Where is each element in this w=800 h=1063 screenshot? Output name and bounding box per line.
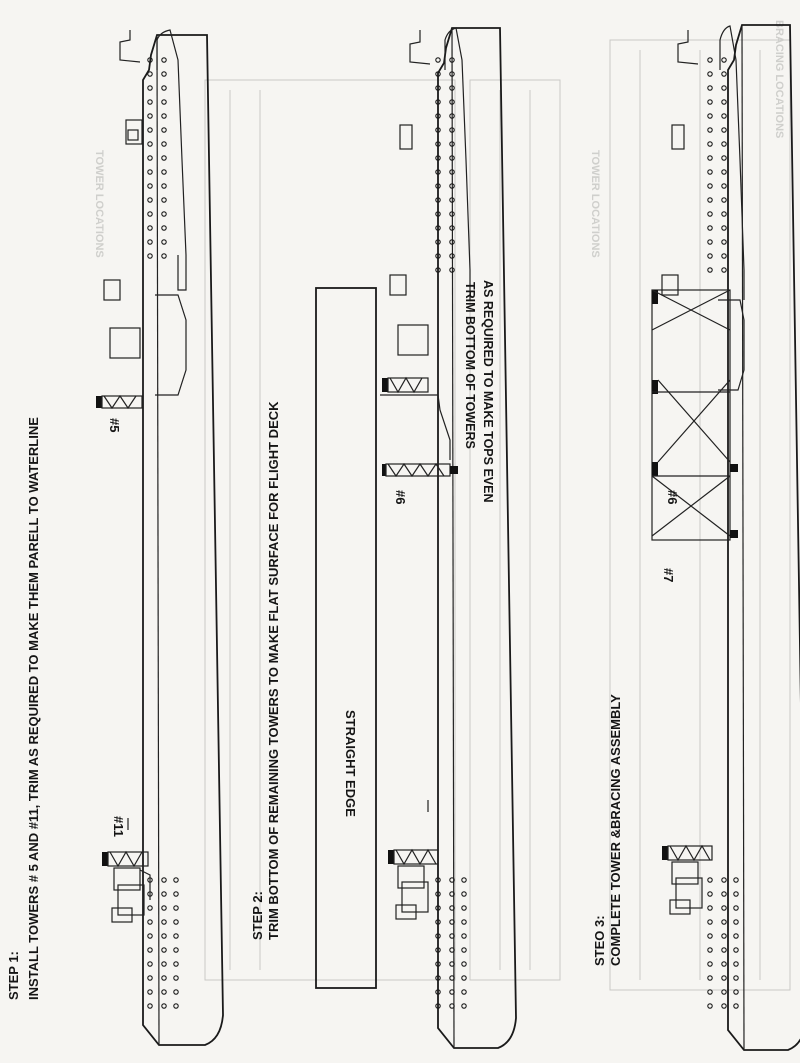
porthole xyxy=(162,128,166,132)
porthole xyxy=(708,1004,712,1008)
tower-5 xyxy=(96,396,142,408)
porthole xyxy=(708,920,712,924)
porthole xyxy=(708,198,712,202)
ghost-text-2: BRACING LOCATIONS xyxy=(773,20,785,139)
porthole xyxy=(722,212,726,216)
porthole xyxy=(722,100,726,104)
porthole xyxy=(462,920,466,924)
porthole xyxy=(174,906,178,910)
porthole xyxy=(708,906,712,910)
straight-edge-label: STRAIGHT EDGE xyxy=(343,710,358,817)
porthole xyxy=(148,198,152,202)
porthole xyxy=(162,906,166,910)
porthole xyxy=(734,878,738,882)
step-3-text: COMPLETE TOWER &BRACING ASSEMBLY xyxy=(608,694,623,966)
step-1-title: STEP 1: xyxy=(6,951,21,1000)
porthole xyxy=(162,58,166,62)
porthole xyxy=(174,878,178,882)
portholes-step2 xyxy=(436,58,466,1008)
porthole xyxy=(462,962,466,966)
porthole xyxy=(734,976,738,980)
trim-callout-line2: AS REQUIRED TO MAKE TOPS EVEN xyxy=(481,280,495,503)
porthole xyxy=(462,990,466,994)
porthole xyxy=(162,184,166,188)
porthole xyxy=(162,254,166,258)
porthole xyxy=(148,184,152,188)
porthole xyxy=(148,990,152,994)
step-3-title: STEO 3: xyxy=(592,915,607,966)
porthole xyxy=(162,114,166,118)
porthole xyxy=(148,1004,152,1008)
porthole xyxy=(148,114,152,118)
porthole xyxy=(174,1004,178,1008)
porthole xyxy=(722,948,726,952)
porthole xyxy=(148,226,152,230)
porthole xyxy=(708,976,712,980)
step-2-title: STEP 2: xyxy=(250,891,265,940)
porthole xyxy=(708,948,712,952)
porthole xyxy=(148,100,152,104)
porthole xyxy=(708,128,712,132)
porthole xyxy=(148,920,152,924)
porthole xyxy=(708,72,712,76)
porthole xyxy=(148,948,152,952)
porthole xyxy=(722,156,726,160)
porthole xyxy=(708,156,712,160)
porthole xyxy=(148,170,152,174)
porthole xyxy=(162,878,166,882)
porthole xyxy=(162,72,166,76)
porthole xyxy=(734,934,738,938)
porthole xyxy=(734,948,738,952)
porthole xyxy=(148,240,152,244)
porthole xyxy=(148,906,152,910)
porthole xyxy=(708,934,712,938)
porthole xyxy=(162,962,166,966)
porthole xyxy=(722,240,726,244)
porthole xyxy=(162,226,166,230)
porthole xyxy=(148,128,152,132)
porthole xyxy=(722,184,726,188)
island-step3 xyxy=(670,862,702,914)
porthole xyxy=(174,934,178,938)
porthole xyxy=(708,142,712,146)
porthole xyxy=(708,268,712,272)
porthole xyxy=(722,254,726,258)
porthole xyxy=(462,1004,466,1008)
porthole xyxy=(722,878,726,882)
porthole xyxy=(734,920,738,924)
portholes-step1 xyxy=(148,58,178,1008)
porthole xyxy=(708,212,712,216)
porthole xyxy=(722,128,726,132)
tower-11-step2 xyxy=(388,850,438,864)
porthole xyxy=(708,878,712,882)
tower-11 xyxy=(102,852,148,866)
tower-6-label-step3: #6 xyxy=(665,490,680,505)
porthole xyxy=(148,976,152,980)
straight-edge xyxy=(316,288,376,988)
porthole xyxy=(708,114,712,118)
step-2-text: TRIM BOTTOM OF REMAINING TOWERS TO MAKE FLAT SURFACE FOR FLIGHT DECK xyxy=(266,401,281,940)
island-step1 xyxy=(112,868,150,922)
porthole xyxy=(462,934,466,938)
porthole xyxy=(722,170,726,174)
porthole xyxy=(162,142,166,146)
ship-step-3 xyxy=(652,25,800,1050)
porthole xyxy=(162,156,166,160)
porthole xyxy=(148,212,152,216)
porthole xyxy=(462,948,466,952)
tower-7-label: #7 xyxy=(661,568,676,583)
porthole xyxy=(708,184,712,188)
porthole xyxy=(162,240,166,244)
porthole xyxy=(722,114,726,118)
porthole xyxy=(162,976,166,980)
porthole xyxy=(162,948,166,952)
porthole xyxy=(722,906,726,910)
porthole xyxy=(722,142,726,146)
porthole xyxy=(462,892,466,896)
ghost-bleedthrough xyxy=(93,20,790,990)
superstructure-step3 xyxy=(662,26,744,390)
tower-5-step2 xyxy=(382,378,428,392)
ship-step-2 xyxy=(316,28,516,1048)
porthole xyxy=(722,934,726,938)
porthole xyxy=(734,892,738,896)
trim-callout-line1: TRIM BOTTOM OF TOWERS xyxy=(463,282,477,449)
porthole xyxy=(174,990,178,994)
porthole xyxy=(462,906,466,910)
porthole xyxy=(162,892,166,896)
tower-11-label: #11 xyxy=(111,816,126,837)
tower-6-step2 xyxy=(382,464,458,476)
porthole xyxy=(722,976,726,980)
porthole xyxy=(734,906,738,910)
porthole xyxy=(162,170,166,174)
step-1-text: INSTALL TOWERS # 5 AND #11, TRIM AS REQUIRED TO MAKE THEM PARELL TO WATERLINE xyxy=(26,417,41,1000)
ghost-text-1: TOWER LOCATIONS xyxy=(93,150,105,258)
porthole xyxy=(462,878,466,882)
porthole xyxy=(148,962,152,966)
porthole xyxy=(708,240,712,244)
porthole xyxy=(162,1004,166,1008)
porthole xyxy=(174,948,178,952)
porthole xyxy=(148,72,152,76)
porthole xyxy=(148,156,152,160)
tower-5-label: #5 xyxy=(107,418,122,433)
porthole xyxy=(162,934,166,938)
superstructure-top xyxy=(104,30,186,395)
porthole xyxy=(162,86,166,90)
porthole xyxy=(708,86,712,90)
porthole xyxy=(708,962,712,966)
porthole xyxy=(722,268,726,272)
porthole xyxy=(708,58,712,62)
superstructure-step2 xyxy=(380,28,470,460)
porthole xyxy=(708,254,712,258)
porthole xyxy=(148,86,152,90)
porthole xyxy=(162,920,166,924)
porthole xyxy=(708,170,712,174)
porthole xyxy=(708,100,712,104)
porthole xyxy=(722,1004,726,1008)
porthole xyxy=(162,990,166,994)
porthole xyxy=(148,142,152,146)
porthole xyxy=(734,962,738,966)
porthole xyxy=(722,72,726,76)
porthole xyxy=(708,226,712,230)
porthole xyxy=(174,962,178,966)
ghost-text-3: TOWER LOCATIONS xyxy=(589,150,601,258)
porthole xyxy=(722,86,726,90)
tower-bracing-assembly xyxy=(652,290,738,540)
porthole xyxy=(722,962,726,966)
tower-11-step3 xyxy=(662,846,712,860)
porthole xyxy=(162,100,166,104)
porthole xyxy=(174,920,178,924)
porthole xyxy=(462,976,466,980)
porthole xyxy=(436,58,440,62)
porthole xyxy=(722,892,726,896)
porthole xyxy=(708,892,712,896)
porthole xyxy=(174,892,178,896)
porthole xyxy=(722,198,726,202)
porthole xyxy=(722,226,726,230)
porthole xyxy=(734,1004,738,1008)
porthole xyxy=(162,212,166,216)
porthole xyxy=(162,198,166,202)
island-step2 xyxy=(396,866,428,919)
porthole xyxy=(148,254,152,258)
porthole xyxy=(174,976,178,980)
tower-6-label-step2: #6 xyxy=(393,490,408,505)
porthole xyxy=(722,58,726,62)
porthole xyxy=(148,934,152,938)
ship-step-1 xyxy=(96,30,223,1045)
porthole xyxy=(722,920,726,924)
